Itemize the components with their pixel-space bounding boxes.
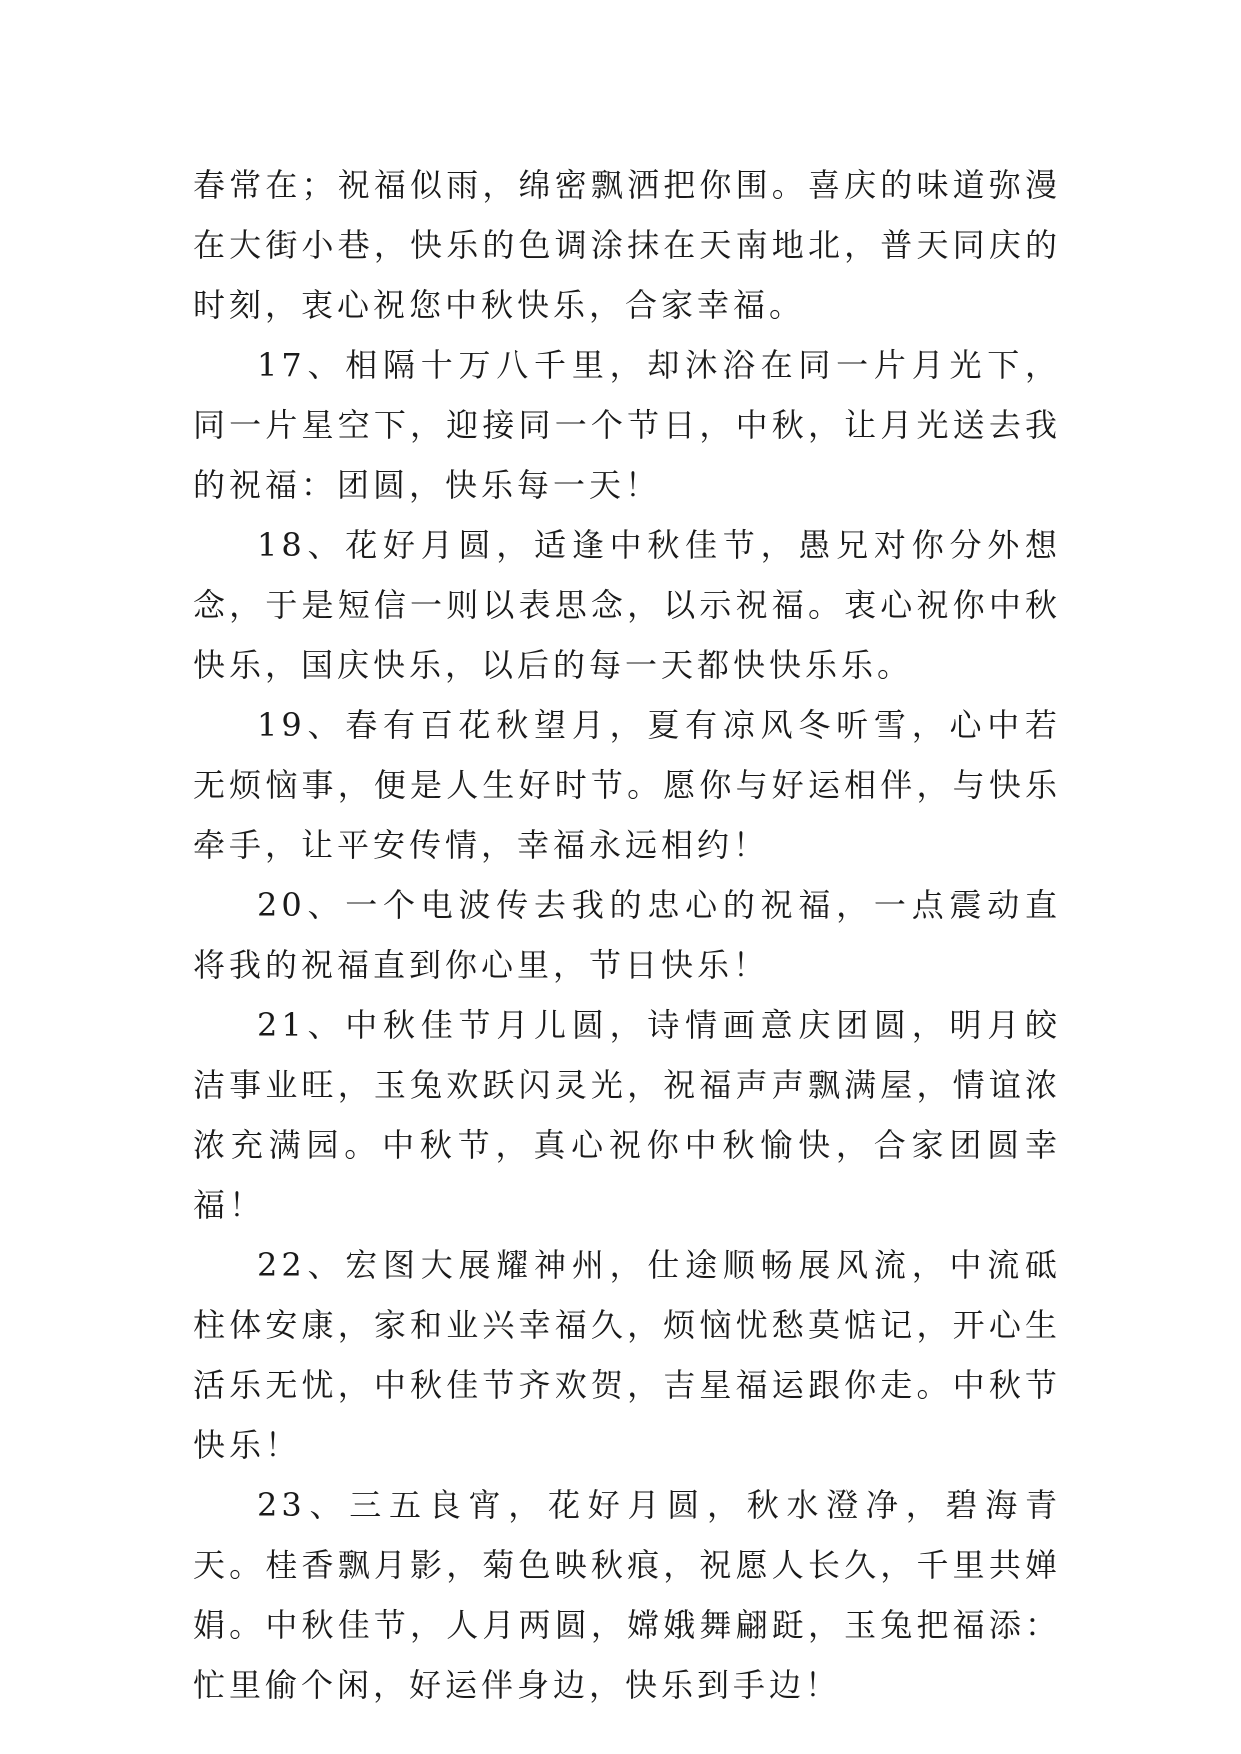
paragraph-20: 20、一个电波传去我的忠心的祝福，一点震动直将我的祝福直到你心里，节日快乐！ bbox=[193, 886, 1061, 984]
paragraph-21: 21、中秋佳节月儿圆，诗情画意庆团圆，明月皎洁事业旺，玉兔欢跃闪灵光，祝福声声飘满屋，情谊浓浓充满园。中秋节，真心祝你中秋愉快，合家团圆幸福！ bbox=[193, 1006, 1061, 1224]
paragraph-18: 18、花好月圆，适逢中秋佳节，愚兄对你分外想念，于是短信一则以表思念，以示祝福。衷心祝你中秋快乐，国庆快乐，以后的每一天都快快乐乐。 bbox=[193, 526, 1061, 684]
paragraph-23: 23、三五良宵，花好月圆，秋水澄净，碧海青天。桂香飘月影，菊色映秋痕，祝愿人长久，千里共婵娟。中秋佳节，人月两圆，嫦娥舞翩跹，玉兔把福添：忙里偷个闲，好运伴身边，快乐到手边！ bbox=[193, 1486, 1061, 1704]
paragraph-continuation: 春常在；祝福似雨，绵密飘洒把你围。喜庆的味道弥漫在大街小巷，快乐的色调涂抹在天南地北，普天同庆的时刻，衷心祝您中秋快乐，合家幸福。 bbox=[193, 166, 1061, 324]
paragraph-22: 22、宏图大展耀神州，仕途顺畅展风流，中流砥柱体安康，家和业兴幸福久，烦恼忧愁莫惦记，开心生活乐无忧，中秋佳节齐欢贺，吉星福运跟你走。中秋节快乐！ bbox=[193, 1246, 1061, 1464]
document-body bbox=[193, 155, 1061, 1715]
paragraph-19: 19、春有百花秋望月，夏有凉风冬听雪，心中若无烦恼事，便是人生好时节。愿你与好运相伴，与快乐牵手，让平安传情，幸福永远相约！ bbox=[193, 706, 1061, 864]
paragraph-17: 17、相隔十万八千里，却沐浴在同一片月光下，同一片星空下，迎接同一个节日，中秋，让月光送去我的祝福：团圆，快乐每一天！ bbox=[193, 346, 1061, 504]
